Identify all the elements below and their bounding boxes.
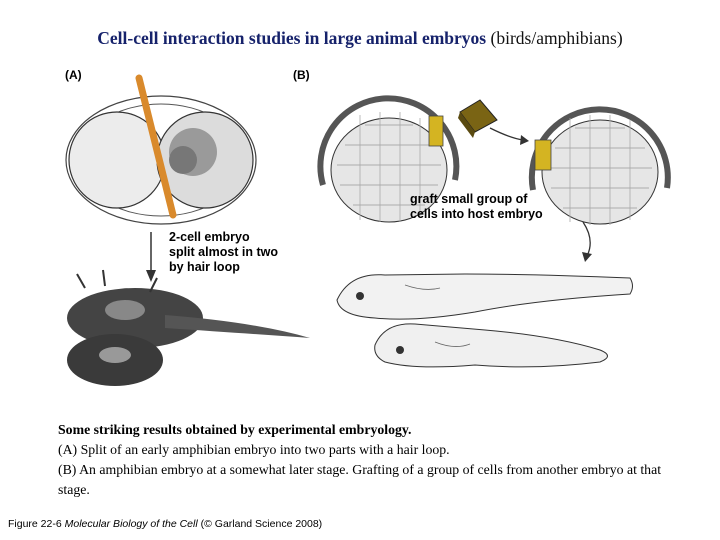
credit-figure-number: Figure 22-6 <box>8 518 62 530</box>
figure-caption <box>58 420 668 500</box>
title-parenthetical: (birds/amphibians) <box>490 28 623 48</box>
panel-a-label: (A) <box>65 68 82 82</box>
figure-illustration <box>55 60 675 405</box>
graft-piece <box>458 100 497 138</box>
caption-line-b: (B) An amphibian embryo at a somewhat later stage. Grafting of a group of cells from another embryo at that stage. <box>58 462 662 497</box>
caption-heading: Some striking results obtained by experimental embryology. <box>58 422 412 437</box>
conjoined-tadpoles-image <box>337 274 633 367</box>
caption-line-a: (A) Split of an early amphibian embryo into two parts with a hair loop. <box>58 442 450 457</box>
credit-book-title: Molecular Biology of the Cell <box>64 518 198 530</box>
panel-b-annotation: graft small group of cells into host embryo <box>410 192 543 221</box>
panel-a-annotation: 2-cell embryo split almost in two by hair loop <box>169 230 279 274</box>
slide-title <box>0 28 720 49</box>
title-main: Cell-cell interaction studies in large animal embryos <box>97 28 487 48</box>
figure <box>55 60 675 405</box>
host-embryo <box>532 109 668 225</box>
credit-publisher: (© Garland Science 2008) <box>200 518 323 530</box>
twin-tadpoles-image <box>67 270 310 386</box>
panel-b-label: (B) <box>293 68 310 82</box>
figure-credit <box>8 518 322 530</box>
two-cell-embryo <box>66 78 256 224</box>
